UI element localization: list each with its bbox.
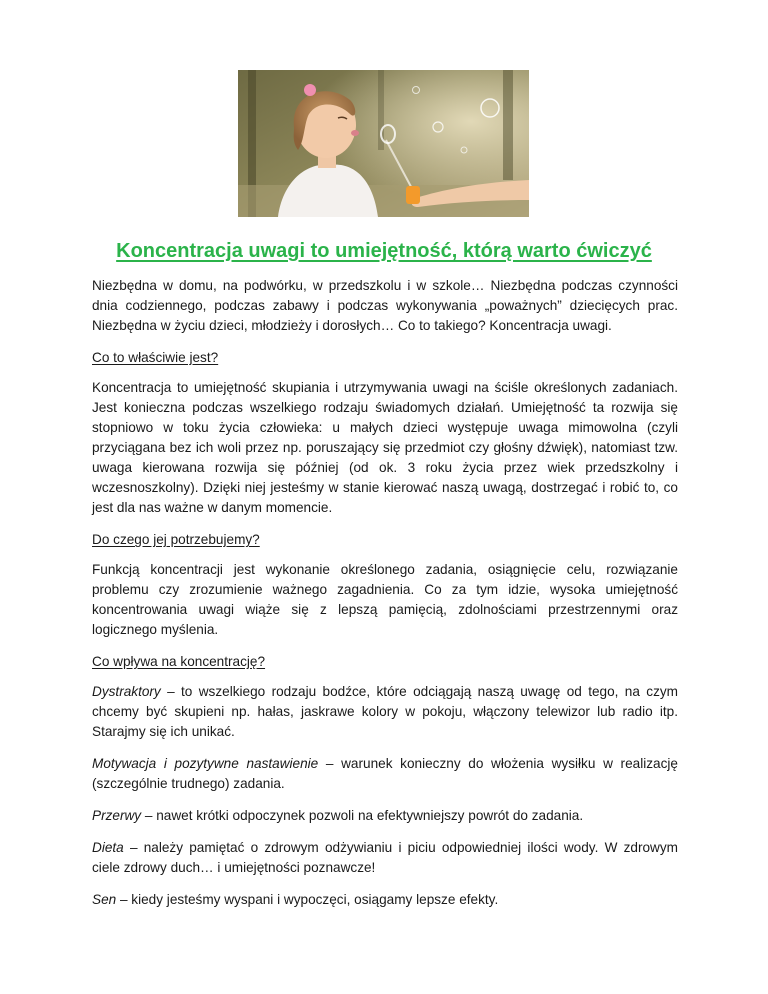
factor-term: Motywacja i pozytywne nastawienie: [92, 756, 319, 771]
factor-distractors: [92, 682, 678, 742]
factor-term: Dystraktory: [92, 684, 161, 699]
factor-diet: [92, 838, 678, 878]
factor-text: – należy pamiętać o zdrowym odżywianiu i piciu odpowiedniej ilości wody. W zdrowym ciele zdrowy duch… i umiejętności poznawcze!: [92, 840, 678, 875]
child-blowing-bubbles-photo: [238, 70, 529, 217]
factor-text: – warunek konieczny do włożenia wysiłku w realizację (szczególnie trudnego) zadania.: [92, 756, 678, 791]
factor-term: Dieta: [92, 840, 124, 855]
section-body-what-is-it: Koncentracja to umiejętność skupiania i utrzymywania uwagi na ściśle określonych zadaniach. Jest konieczna podczas wszelkiego rodzaju świadomych działań. Umiejętność ta rozwija się stopniowo w toku życia człowieka: u małych dzieci występuje uwaga mimowolna (czyli przyciągana bez ich woli przez np. poruszający się przedmiot czy głośny dźwięk), natomiast tzw. uwaga kierowana rozwija się później (od ok. 3 roku życia przez wiek przedszkolny i wczesnoszkolny). Dzięki niej jesteśmy w stanie kierować naszą uwagą, dostrzegać i robić to, co jest dla nas ważne w danym momencie.: [92, 380, 678, 515]
section-heading-why-needed: Do czego jej potrzebujemy?: [92, 532, 260, 547]
factor-text: – nawet krótki odpoczynek pozwoli na efektywniejszy powrót do zadania.: [141, 808, 584, 823]
factor-term: Przerwy: [92, 808, 142, 823]
factor-text: – to wszelkiego rodzaju bodźce, które odciągają naszą uwagę od tego, na czym chcemy być skupieni np. hałas, jaskrawe kolory w pokoju, włączony telewizor lub radio itp. Starajmy się ich unikać.: [92, 684, 678, 739]
photo-illustration: [238, 70, 529, 217]
section-heading-what-is-it: Co to właściwie jest?: [92, 350, 219, 365]
factor-breaks: [92, 806, 678, 826]
intro-paragraph: Niezbędna w domu, na podwórku, w przedszkolu i w szkole… Niezbędna podczas czynności dnia codziennego, podczas zabawy i podczas wykonywania „poważnych” dziecięcych prac. Niezbędna w życiu dzieci, młodzieży i dorosłych… Co to takiego? Koncentracja uwagi.: [92, 278, 678, 333]
factor-sleep: [92, 890, 678, 910]
section-heading-what-affects: Co wpływa na koncentrację?: [92, 654, 266, 669]
factor-motivation: [92, 754, 678, 794]
factor-term: Sen: [92, 892, 117, 907]
section-body-why-needed: Funkcją koncentracji jest wykonanie określonego zadania, osiągnięcie celu, rozwiązanie problemu czy zrozumienie ważnego zagadnienia. Co za tym idzie, wysoka umiejętność koncentrowania uwagi wiąże się z lepszą pamięcią, zdolnościami przestrzennymi oraz logicznego myślenia.: [92, 562, 678, 637]
factor-text: – kiedy jesteśmy wyspani i wypoczęci, osiągamy lepsze efekty.: [116, 892, 499, 907]
document-body: [92, 276, 678, 922]
document-title: Koncentracja uwagi to umiejętność, którą warto ćwiczyć: [116, 240, 652, 262]
